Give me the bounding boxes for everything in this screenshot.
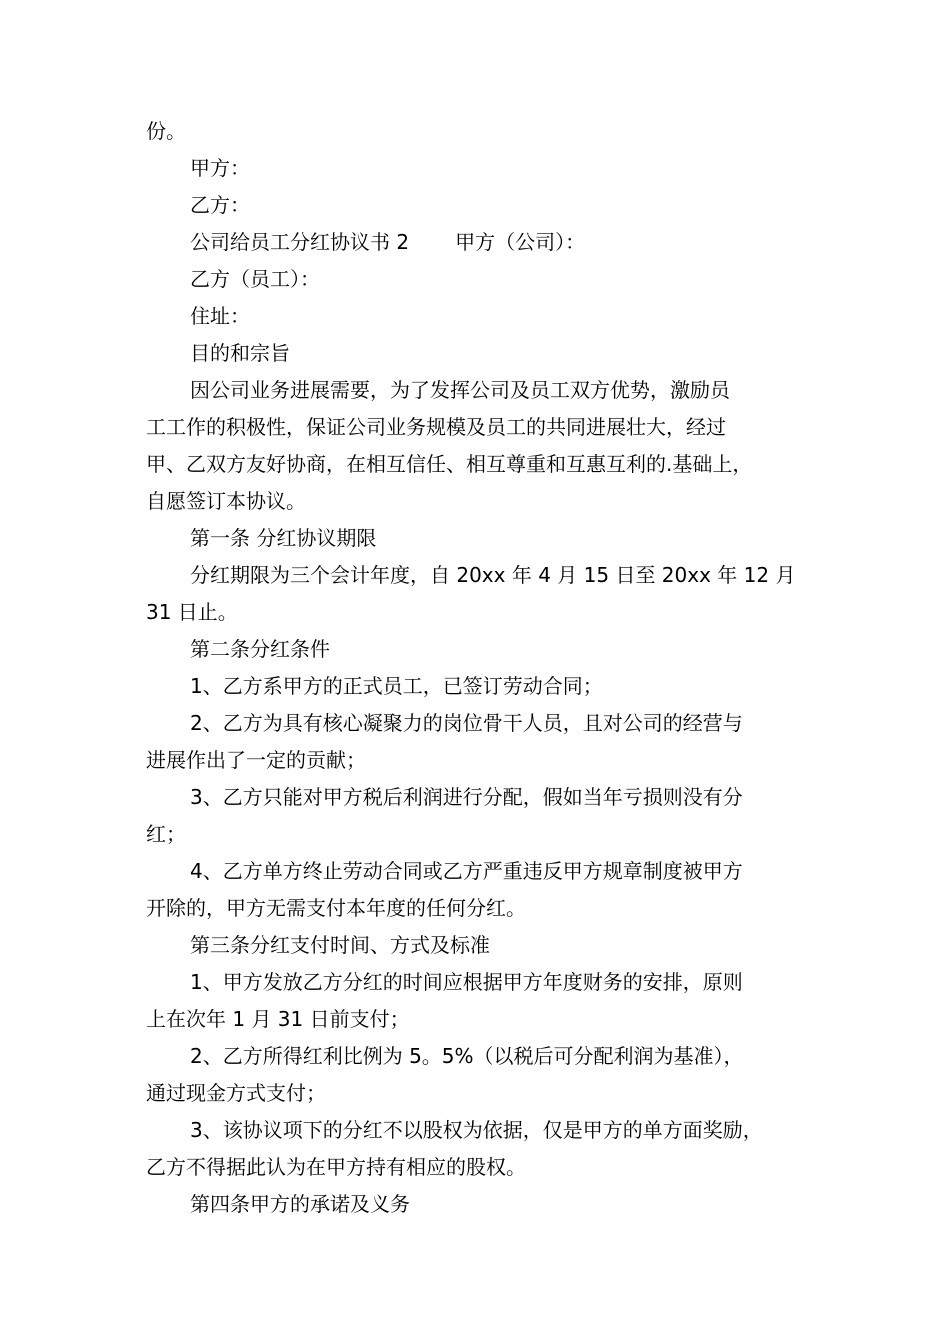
text-line: 乙方不得据此认为在甲方持有相应的股权。 <box>146 1155 526 1179</box>
text-line: 1、甲方发放乙方分红的时间应根据甲方年度财务的安排，原则 <box>190 970 743 994</box>
text-line: 通过现金方式支付； <box>146 1081 326 1105</box>
party-a-company-label: 甲方（公司）： <box>455 230 586 254</box>
address-label: 住址： <box>190 304 250 328</box>
text-line: 2、乙方为具有核心凝聚力的岗位骨干人员，且对公司的经营与 <box>190 711 743 735</box>
section-heading: 第一条 分红协议期限 <box>190 526 377 550</box>
text-line: 因公司业务进展需要，为了发挥公司及员工双方优势，激励员 <box>190 378 730 402</box>
text-line: 甲、乙双方友好协商，在相互信任、相互尊重和互惠互利的.基础上， <box>146 452 753 476</box>
text-line: 31 日止。 <box>146 600 238 624</box>
party-b-label: 乙方： <box>190 193 250 217</box>
text-line: 开除的，甲方无需支付本年度的任何分红。 <box>146 896 526 920</box>
section-heading: 第二条分红条件 <box>190 637 330 661</box>
text-line: 4、乙方单方终止劳动合同或乙方严重违反甲方规章制度被甲方 <box>190 859 743 883</box>
text-line: 红； <box>146 822 186 846</box>
text-line: 进展作出了一定的贡献； <box>146 748 366 772</box>
text-line: 3、乙方只能对甲方税后利润进行分配，假如当年亏损则没有分 <box>190 785 743 809</box>
agreement-title: 公司给员工分红协议书 2 <box>190 230 410 254</box>
text-line: 2、乙方所得红利比例为 5。5%（以税后可分配利润为基准）， <box>190 1044 744 1068</box>
text-line: 1、乙方系甲方的正式员工，已签订劳动合同； <box>190 674 603 698</box>
text-line: 上在次年 1 月 31 日前支付； <box>146 1007 410 1031</box>
text-line: 工工作的积极性，保证公司业务规模及员工的共同进展壮大，经过 <box>146 415 726 439</box>
party-b-employee-label: 乙方（员工）： <box>190 267 320 291</box>
section-heading: 目的和宗旨 <box>190 341 290 365</box>
section-heading: 第三条分红支付时间、方式及标准 <box>190 933 490 957</box>
text-line: 3、该协议项下的分红不以股权为依据，仅是甲方的单方面奖励， <box>190 1118 763 1142</box>
text-line: 份。 <box>146 119 186 143</box>
document-page <box>146 113 814 1223</box>
agreement-heading-line <box>146 224 814 261</box>
party-a-label: 甲方： <box>190 156 250 180</box>
text-line: 分红期限为三个会计年度，自 20xx 年 4 月 15 日至 20xx 年 12 月 <box>190 563 796 587</box>
text-line: 自愿签订本协议。 <box>146 489 306 513</box>
section-heading: 第四条甲方的承诺及义务 <box>190 1192 410 1216</box>
